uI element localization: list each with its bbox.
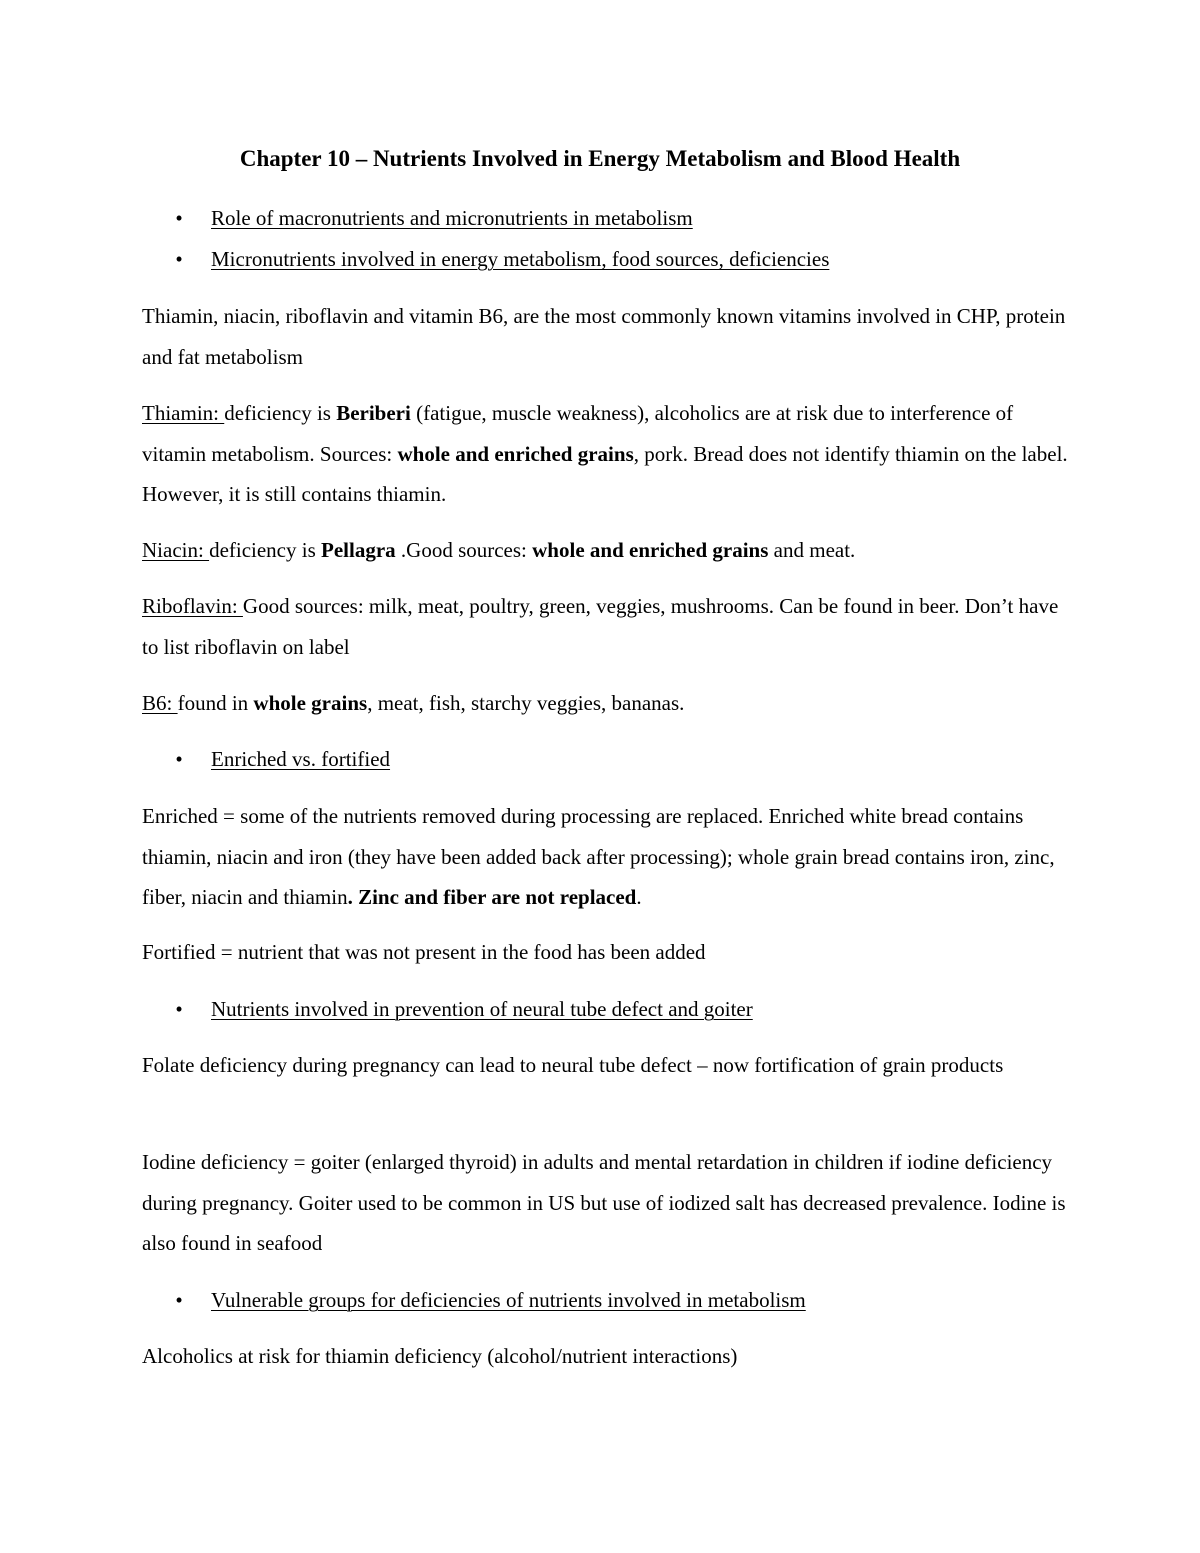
enriched-text: . [636,885,642,909]
thiamin-text: (fatigue, muscle weakness), alcoholics are at risk due to interference of vitamin metabolism. Sources: [142,401,1014,466]
niacin-bold: Pellagra [321,538,396,562]
folate-paragraph: Folate deficiency during pregnancy can lead to neural tube defect – now fortification of grain products [142,1053,1004,1077]
bullet-text: Nutrients involved in prevention of neural tube defect and goiter [211,997,753,1021]
thiamin-text: , pork. Bread does not identify thiamin on the label. However, it is still contains thiamin. [142,441,1068,506]
alcoholics-paragraph: Alcoholics at risk for thiamin deficiency (alcohol/nutrient interactions) [142,1344,738,1368]
intro-paragraph: Thiamin, niacin, riboflavin and vitamin B6, are the most commonly known vitamins involved in CHP, protein and fat metabolism [142,304,1066,369]
b6-label: B6: [142,691,178,715]
bullet-glyph: • [175,997,183,1021]
riboflavin-label: Riboflavin: [142,594,243,618]
niacin-bold: whole and enriched grains [532,538,769,562]
enriched-text: Enriched = some of the nutrients removed during processing are replaced. Enriched white bread contains thiamin, niacin and iron (they have been added back after processing); whole grain bread contains iron, zinc, fiber, niacin and thiamin [142,804,1055,909]
b6-paragraph [142,683,1072,724]
riboflavin-text: Good sources: milk, meat, poultry, green, veggies, mushrooms. Can be found in beer. Don’t have to list riboflavin on label [142,594,1059,659]
niacin-text: deficiency is [209,538,322,562]
bullet-glyph: • [175,1288,183,1312]
niacin-text: .Good sources: [395,538,533,562]
thiamin-paragraph [142,393,1072,515]
page-title: Chapter 10 – Nutrients Involved in Energy Metabolism and Blood Health [239,146,961,171]
riboflavin-paragraph [142,586,1072,667]
enriched-bold: . Zinc and fiber are not replaced [347,885,637,909]
thiamin-bold: Beriberi [336,401,411,425]
niacin-paragraph [142,530,1072,571]
bullet-text: Micronutrients involved in energy metabolism, food sources, deficiencies [211,247,830,271]
niacin-text: and meat. [768,538,856,562]
fortified-paragraph: Fortified = nutrient that was not present in the food has been added [142,940,706,964]
enriched-paragraph [142,796,1072,918]
b6-bold: whole grains [253,691,368,715]
niacin-label: Niacin: [142,538,210,562]
b6-text: found in [177,691,254,715]
thiamin-label: Thiamin: [142,401,225,425]
bullet-glyph: • [175,247,183,271]
thiamin-text: deficiency is [224,401,337,425]
b6-text: , meat, fish, starchy veggies, bananas. [367,691,685,715]
iodine-paragraph: Iodine deficiency = goiter (enlarged thyroid) in adults and mental retardation in children if iodine deficiency during pregnancy. Goiter used to be common in US but use of iodized salt has decreased prevalence. Iodine is also found in seafood [142,1150,1066,1255]
bullet-text: Enriched vs. fortified [211,747,391,771]
thiamin-bold: whole and enriched grains [397,441,634,466]
bullet-glyph: • [175,747,183,771]
bullet-text: Vulnerable groups for deficiencies of nutrients involved in metabolism [211,1288,806,1312]
bullet-glyph: • [175,206,183,230]
bullet-text: Role of macronutrients and micronutrients in metabolism [211,206,693,230]
